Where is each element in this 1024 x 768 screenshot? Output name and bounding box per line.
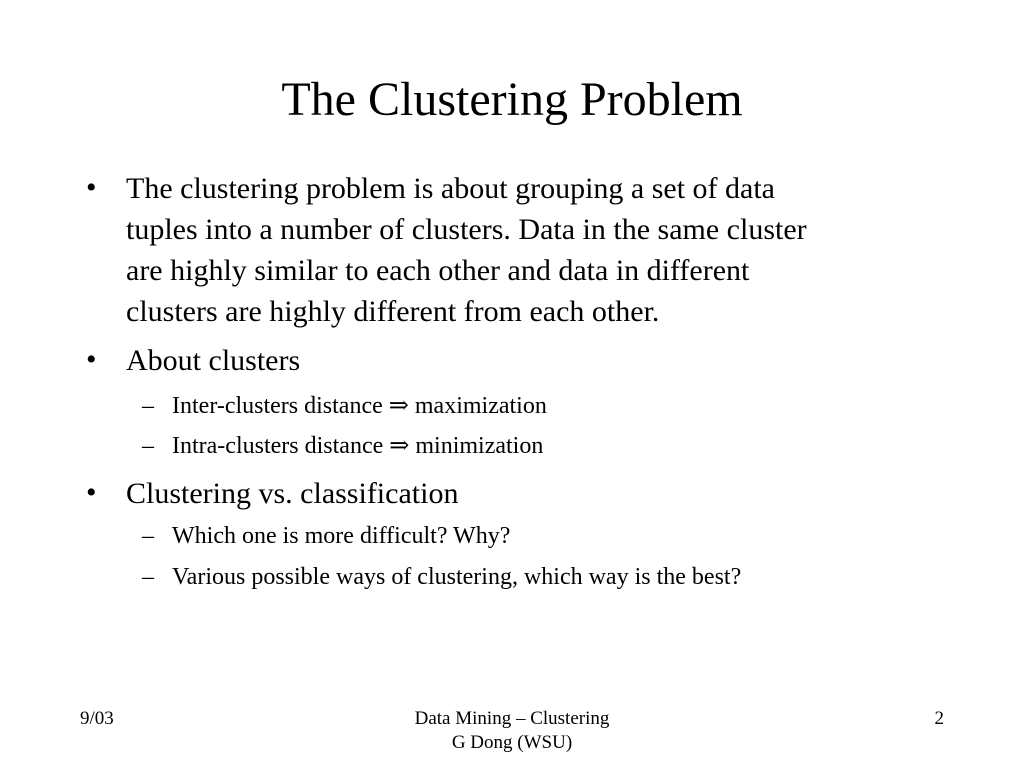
footer-center bbox=[332, 707, 692, 755]
footer-course-title: Data Mining – Clustering bbox=[414, 708, 610, 729]
bullet-2-subitem-1: Inter-clusters distance ⇒ maximization bbox=[172, 393, 547, 419]
bullet-3-subitem-1: Which one is more difficult? Why? bbox=[172, 523, 511, 549]
bullet-2-text: About clusters bbox=[126, 344, 301, 377]
footer-page-number: 2 bbox=[934, 708, 944, 729]
bullet-1-line-4: clusters are highly different from each other. bbox=[126, 295, 660, 328]
dash-marker: – bbox=[142, 523, 154, 549]
bullet-1-line-3: are highly similar to each other and data in different bbox=[126, 254, 750, 287]
bullet-marker: • bbox=[86, 171, 97, 204]
dash-marker: – bbox=[142, 393, 154, 419]
bullet-1-line-2: tuples into a number of clusters. Data in the same cluster bbox=[126, 213, 807, 246]
bullet-1-line-1: The clustering problem is about grouping a set of data bbox=[126, 172, 775, 205]
footer-date: 9/03 bbox=[80, 708, 114, 729]
slide-title: The Clustering Problem bbox=[281, 73, 743, 126]
bullet-2-subitem-2: Intra-clusters distance ⇒ minimization bbox=[172, 433, 544, 459]
bullet-marker: • bbox=[86, 476, 97, 509]
bullet-marker: • bbox=[86, 343, 97, 376]
footer-author: G Dong (WSU) bbox=[451, 732, 573, 753]
bullet-3-text: Clustering vs. classification bbox=[126, 477, 459, 510]
dash-marker: – bbox=[142, 433, 154, 459]
dash-marker: – bbox=[142, 564, 154, 590]
bullet-3-subitem-2: Various possible ways of clustering, which way is the best? bbox=[172, 564, 742, 590]
